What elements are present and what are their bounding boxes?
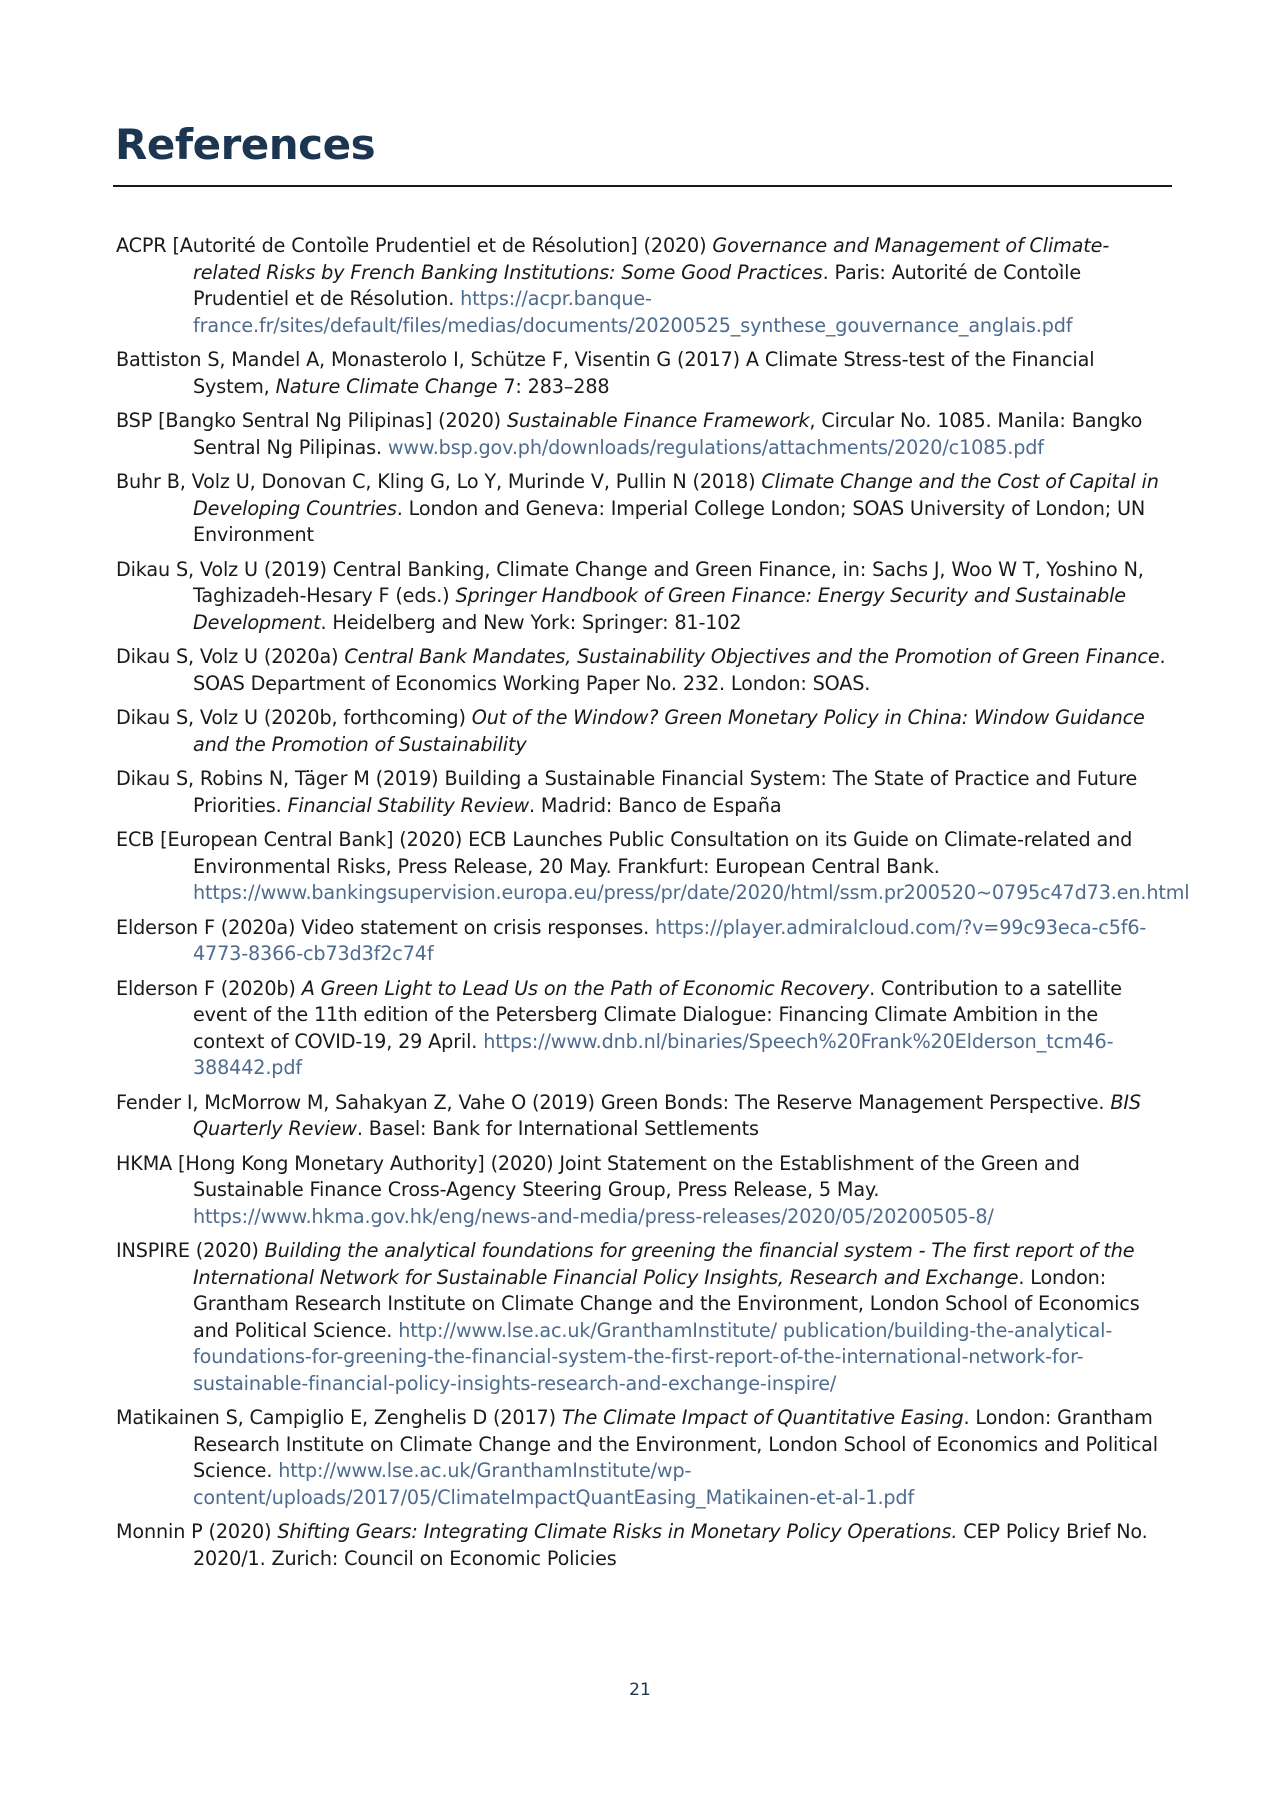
reference-text: , Circular No. 1085. Manila: Bangko Sentral Ng Pilipinas. <box>193 409 1143 459</box>
page-title: References <box>115 120 376 169</box>
reference-text: Fender I, McMorrow M, Sahakyan Z, Vahe O (2019) Green Bonds: The Reserve Management Perspective. <box>116 1090 1111 1114</box>
reference-text: Battiston S, Mandel A, Monasterolo I, Schütze F, Visentin G (2017) A Climate Stress-test of the Financial System, <box>116 348 1095 398</box>
reference-text: ECB [European Central Bank] (2020) ECB Launches Public Consultation on its Guide on Climate-related and Environmental Risks, Press Release, 20 May. Frankfurt: European Central Bank. <box>116 828 1133 878</box>
reference-title: Governance and Management of Climate-related Risks by French Banking Institutions: Some Good Practices <box>193 234 1110 284</box>
reference-text: . SOAS Department of Economics Working Paper No. 232. London: SOAS. <box>193 645 1166 695</box>
reference-text: BSP [Bangko Sentral Ng Pilipinas] (2020) <box>116 409 507 432</box>
reference-link[interactable]: www.bsp.gov.ph/downloads/regulations/attachments/2020/c1085.pdf <box>387 435 1044 459</box>
reference-item <box>116 705 1171 758</box>
reference-text: Dikau S, Robins N, Täger M (2019) Building a Sustainable Financial System: The State of Practice and Future Priorities. <box>116 767 1138 817</box>
reference-title: BIS Quarterly Review <box>193 1090 1141 1140</box>
reference-text: . London: Grantham Research Institute on Climate Change and the Environment, London School of Economics and Political Science. <box>193 1265 1140 1342</box>
reference-text: Elderson F (2020a) Video statement on crisis responses. <box>116 915 655 939</box>
reference-text: Dikau S, Volz U (2020a) <box>116 645 345 668</box>
reference-link[interactable]: http://www.lse.ac.uk/GranthamInstitute/ publication/building-the-analytical-foundations-for-greening-the-financial-system-the-first-report-of-the-international-network-for-sustainable-financial-policy-insights-research-and-exchange-inspire/ <box>193 1318 1113 1395</box>
reference-link[interactable]: https://www.bankingsupervision.europa.eu/press/pr/date/2020/html/ssm.pr200520~0795c47d73.en.html <box>193 881 1190 904</box>
reference-text: ACPR [Autorité de Contoi̇̀le Prudentiel et de Résolution] (2020) <box>116 234 713 257</box>
reference-item <box>116 1238 1171 1397</box>
reference-item <box>116 1405 1171 1511</box>
reference-item <box>116 1090 1171 1143</box>
reference-item <box>116 766 1171 819</box>
reference-item <box>116 557 1171 637</box>
reference-link[interactable]: https://www.hkma.gov.hk/eng/news-and-media/press-releases/2020/05/20200505-8/ <box>193 1204 994 1228</box>
reference-text: Dikau S, Volz U (2019) Central Banking, Climate Change and Green Finance, in: Sachs J, Woo W T, Yoshino N, Taghizadeh-Hesary F (eds.) <box>116 557 1144 607</box>
reference-item <box>116 976 1171 1082</box>
reference-item <box>116 1519 1171 1572</box>
reference-item <box>116 469 1171 549</box>
reference-title: Shifting Gears: Integrating Climate Risks in Monetary Policy Operations. <box>277 1520 958 1543</box>
reference-text: 7: 283–288 <box>497 374 610 398</box>
reference-item <box>116 408 1171 461</box>
reference-title: Financial Stability Review <box>287 793 530 817</box>
reference-title: Building the analytical foundations for greening the financial system - The first report of the International Network for Sustainable Financial Policy Insights, Research and Exchange <box>193 1239 1135 1289</box>
reference-text: Elderson F (2020b) <box>116 976 302 1000</box>
reference-text: . London and Geneva: Imperial College London; SOAS University of London; UN Environment <box>193 496 1146 546</box>
reference-item <box>116 233 1171 339</box>
reference-title: Central Bank Mandates, Sustainability Objectives and the Promotion of Green Finance <box>344 645 1160 668</box>
reference-link[interactable]: https://player.admiralcloud.com/?v=99c93eca-c5f6-4773-8366-cb73d3f2c74f <box>193 915 1147 965</box>
reference-title: The Climate Impact of Quantitative Easing <box>561 1406 964 1429</box>
reference-text: CEP Policy Brief No. 2020/1. Zurich: Council on Economic Policies <box>193 1520 1148 1570</box>
reference-item <box>116 827 1190 907</box>
reference-item <box>116 915 1171 968</box>
reference-item <box>116 644 1171 697</box>
reference-link[interactable]: http://www.lse.ac.uk/GranthamInstitute/wp-content/uploads/2017/05/ClimateImpactQuantEasing_Matikainen-et-al-1.pdf <box>193 1459 915 1509</box>
reference-text: . Basel: Bank for International Settlements <box>356 1117 759 1140</box>
reference-text: . Contribution to a satellite event of the 11th edition of the Petersberg Climate Dialogue: Financing Climate Ambition in the context of COVID-19, 29 April. <box>193 976 1122 1053</box>
reference-text: Monnin P (2020) <box>116 1520 278 1543</box>
reference-link[interactable]: https://acpr.banque-france.fr/sites/default/files/medias/documents/20200525_synthese_gouvernance_anglais.pdf <box>193 287 1073 337</box>
reference-title: Springer Handbook of Green Finance: Energy Security and Sustainable Development <box>193 584 1126 634</box>
title-divider <box>113 185 1172 187</box>
page-number: 21 <box>629 1680 651 1700</box>
reference-text: Dikau S, Volz U (2020b, forthcoming) <box>116 706 472 729</box>
reference-text: HKMA [Hong Kong Monetary Authority] (2020) Joint Statement on the Establishment of the Green and Sustainable Finance Cross-Agency Steering Group, Press Release, 5 May. <box>116 1151 1080 1201</box>
reference-title: Nature Climate Change <box>275 374 498 398</box>
reference-item <box>116 1151 1171 1231</box>
reference-text: Buhr B, Volz U, Donovan C, Kling G, Lo Y, Murinde V, Pullin N (2018) <box>116 470 762 493</box>
reference-title: Out of the Window? Green Monetary Policy in China: Window Guidance and the Promotion of Sustainability <box>193 706 1145 756</box>
reference-link[interactable]: https://www.dnb.nl/binaries/Speech%20Frank%20Elderson_tcm46-388442.pdf <box>193 1029 1114 1079</box>
reference-title: Climate Change and the Cost of Capital in Developing Countries <box>193 470 1159 520</box>
reference-text: . Heidelberg and New York: Springer: 81-102 <box>320 610 742 634</box>
reference-text: INSPIRE (2020) <box>116 1239 265 1262</box>
reference-title: A Green Light to Lead Us on the Path of Economic Recovery <box>301 976 870 1000</box>
reference-text: . London: Grantham Research Institute on Climate Change and the Environment, London School of Economics and Political Science. <box>193 1406 1158 1482</box>
reference-text: . Madrid: Banco de España <box>529 793 782 817</box>
reference-text: . Paris: Autorité de Contoi̇̀le Prudentiel et de Résolution. <box>193 260 1081 310</box>
reference-title: Sustainable Finance Framework <box>506 409 810 432</box>
reference-list <box>116 233 1190 1580</box>
reference-text: Matikainen S, Campiglio E, Zenghelis D (2017) <box>116 1406 562 1429</box>
reference-item <box>116 347 1171 400</box>
